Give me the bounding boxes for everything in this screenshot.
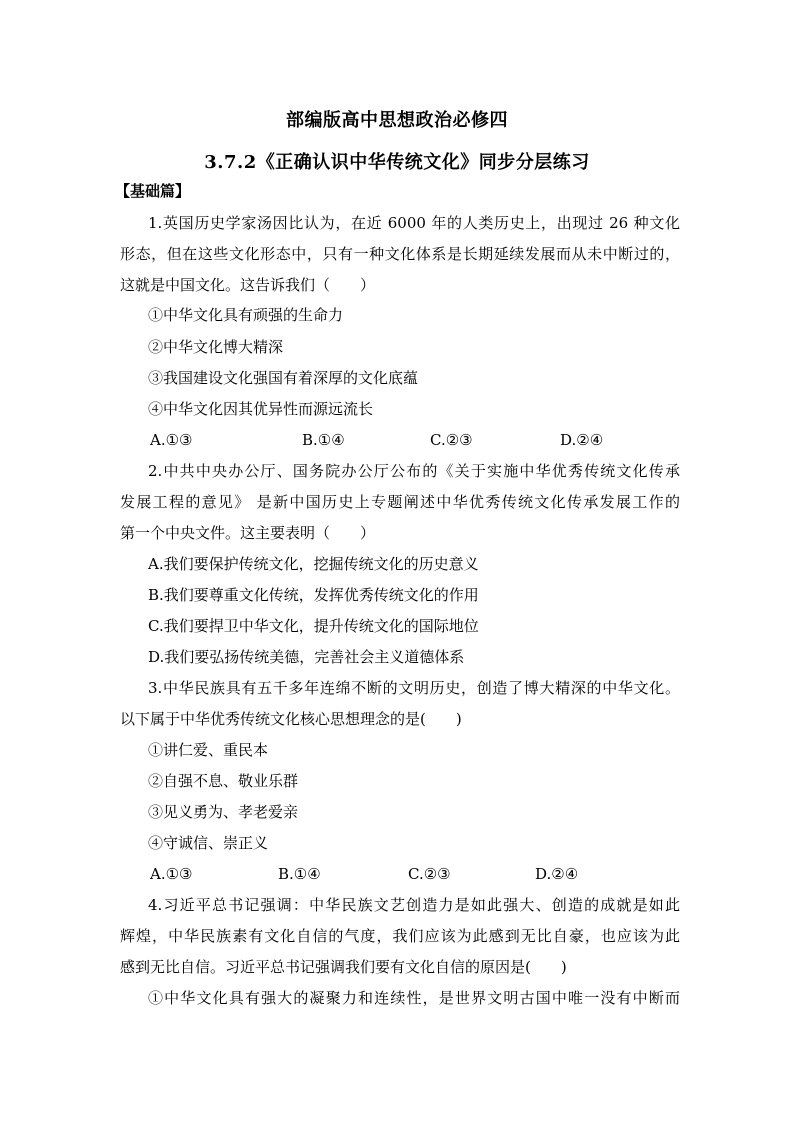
question-4-line-1: 4.习近平总书记强调：中华民族文艺创造力是如此强大、创造的成就是如此: [148, 896, 680, 914]
question-1-option-b: B.①④: [302, 431, 345, 449]
question-1-option-a: A.①③: [150, 431, 193, 449]
question-2-option-b: B.我们要尊重文化传统，发挥优秀传统文化的作用: [148, 586, 479, 604]
question-3-option-d: D.②④: [535, 865, 579, 883]
question-1-item-2: ②中华文化博大精深: [148, 338, 284, 356]
question-1-option-c: C.②③: [430, 431, 473, 449]
question-4-line-2: 辉煌，中华民族素有文化自信的气度，我们应该为此感到无比自豪，也应该为此: [120, 927, 680, 945]
question-2-option-a: A.我们要保护传统文化，挖掘传统文化的历史意义: [148, 555, 479, 573]
section-label: 【基础篇】: [115, 182, 191, 200]
question-1-item-4: ④中华文化因其优异性而源远流长: [148, 400, 374, 418]
question-3-item-1: ①讲仁爱、重民本: [148, 741, 269, 759]
question-1-option-d: D.②④: [560, 431, 604, 449]
question-4-line-4: ①中华文化具有强大的凝聚力和连续性，是世界文明古国中唯一没有中断而: [148, 989, 680, 1007]
question-2-line-1: 2.中共中央办公厅、国务院办公厅公布的《关于实施中华优秀传统文化传承: [148, 462, 680, 480]
question-3-item-2: ②自强不息、敬业乐群: [148, 772, 299, 790]
question-1-item-3: ③我国建设文化强国有着深厚的文化底蕴: [148, 369, 419, 387]
question-3-item-4: ④守诚信、崇正义: [148, 834, 269, 852]
question-3-line-2: 以下属于中华优秀传统文化核心思想理念的是( ): [120, 710, 462, 728]
question-3-option-c: C.②③: [408, 865, 451, 883]
question-1-line-3: 这就是中国文化。这告诉我们（ ）: [120, 276, 376, 294]
question-1-line-2: 形态，但在这些文化形态中，只有一种文化体系是长期延续发展而从未中断过的，: [120, 245, 680, 263]
document-subtitle: 3.7.2《正确认识中华传统文化》同步分层练习: [204, 152, 590, 173]
question-2-line-2: 发展工程的意见》 是新中国历史上专题阐述中华优秀传统文化传承发展工作的: [120, 493, 680, 511]
question-1-item-1: ①中华文化具有顽强的生命力: [148, 306, 344, 324]
question-3-line-1: 3.中华民族具有五千多年连绵不断的文明历史，创造了博大精深的中华文化。: [148, 679, 680, 697]
document-title: 部编版高中思想政治必修四: [286, 110, 508, 131]
question-3-option-b: B.①④: [278, 865, 321, 883]
question-3-option-a: A.①③: [150, 865, 193, 883]
question-4-line-3: 感到无比自信。习近平总书记强调我们要有文化自信的原因是( ): [120, 958, 567, 976]
question-2-option-d: D.我们要弘扬传统美德，完善社会主义道德体系: [148, 648, 465, 666]
question-2-option-c: C.我们要捍卫中华文化，提升传统文化的国际地位: [148, 617, 479, 635]
question-3-item-3: ③见义勇为、孝老爱亲: [148, 803, 299, 821]
question-2-line-3: 第一个中央文件。这主要表明（ ）: [120, 524, 376, 542]
question-1-line-1: 1.英国历史学家汤因比认为，在近 6000 年的人类历史上，出现过 26 种文化: [148, 214, 680, 232]
